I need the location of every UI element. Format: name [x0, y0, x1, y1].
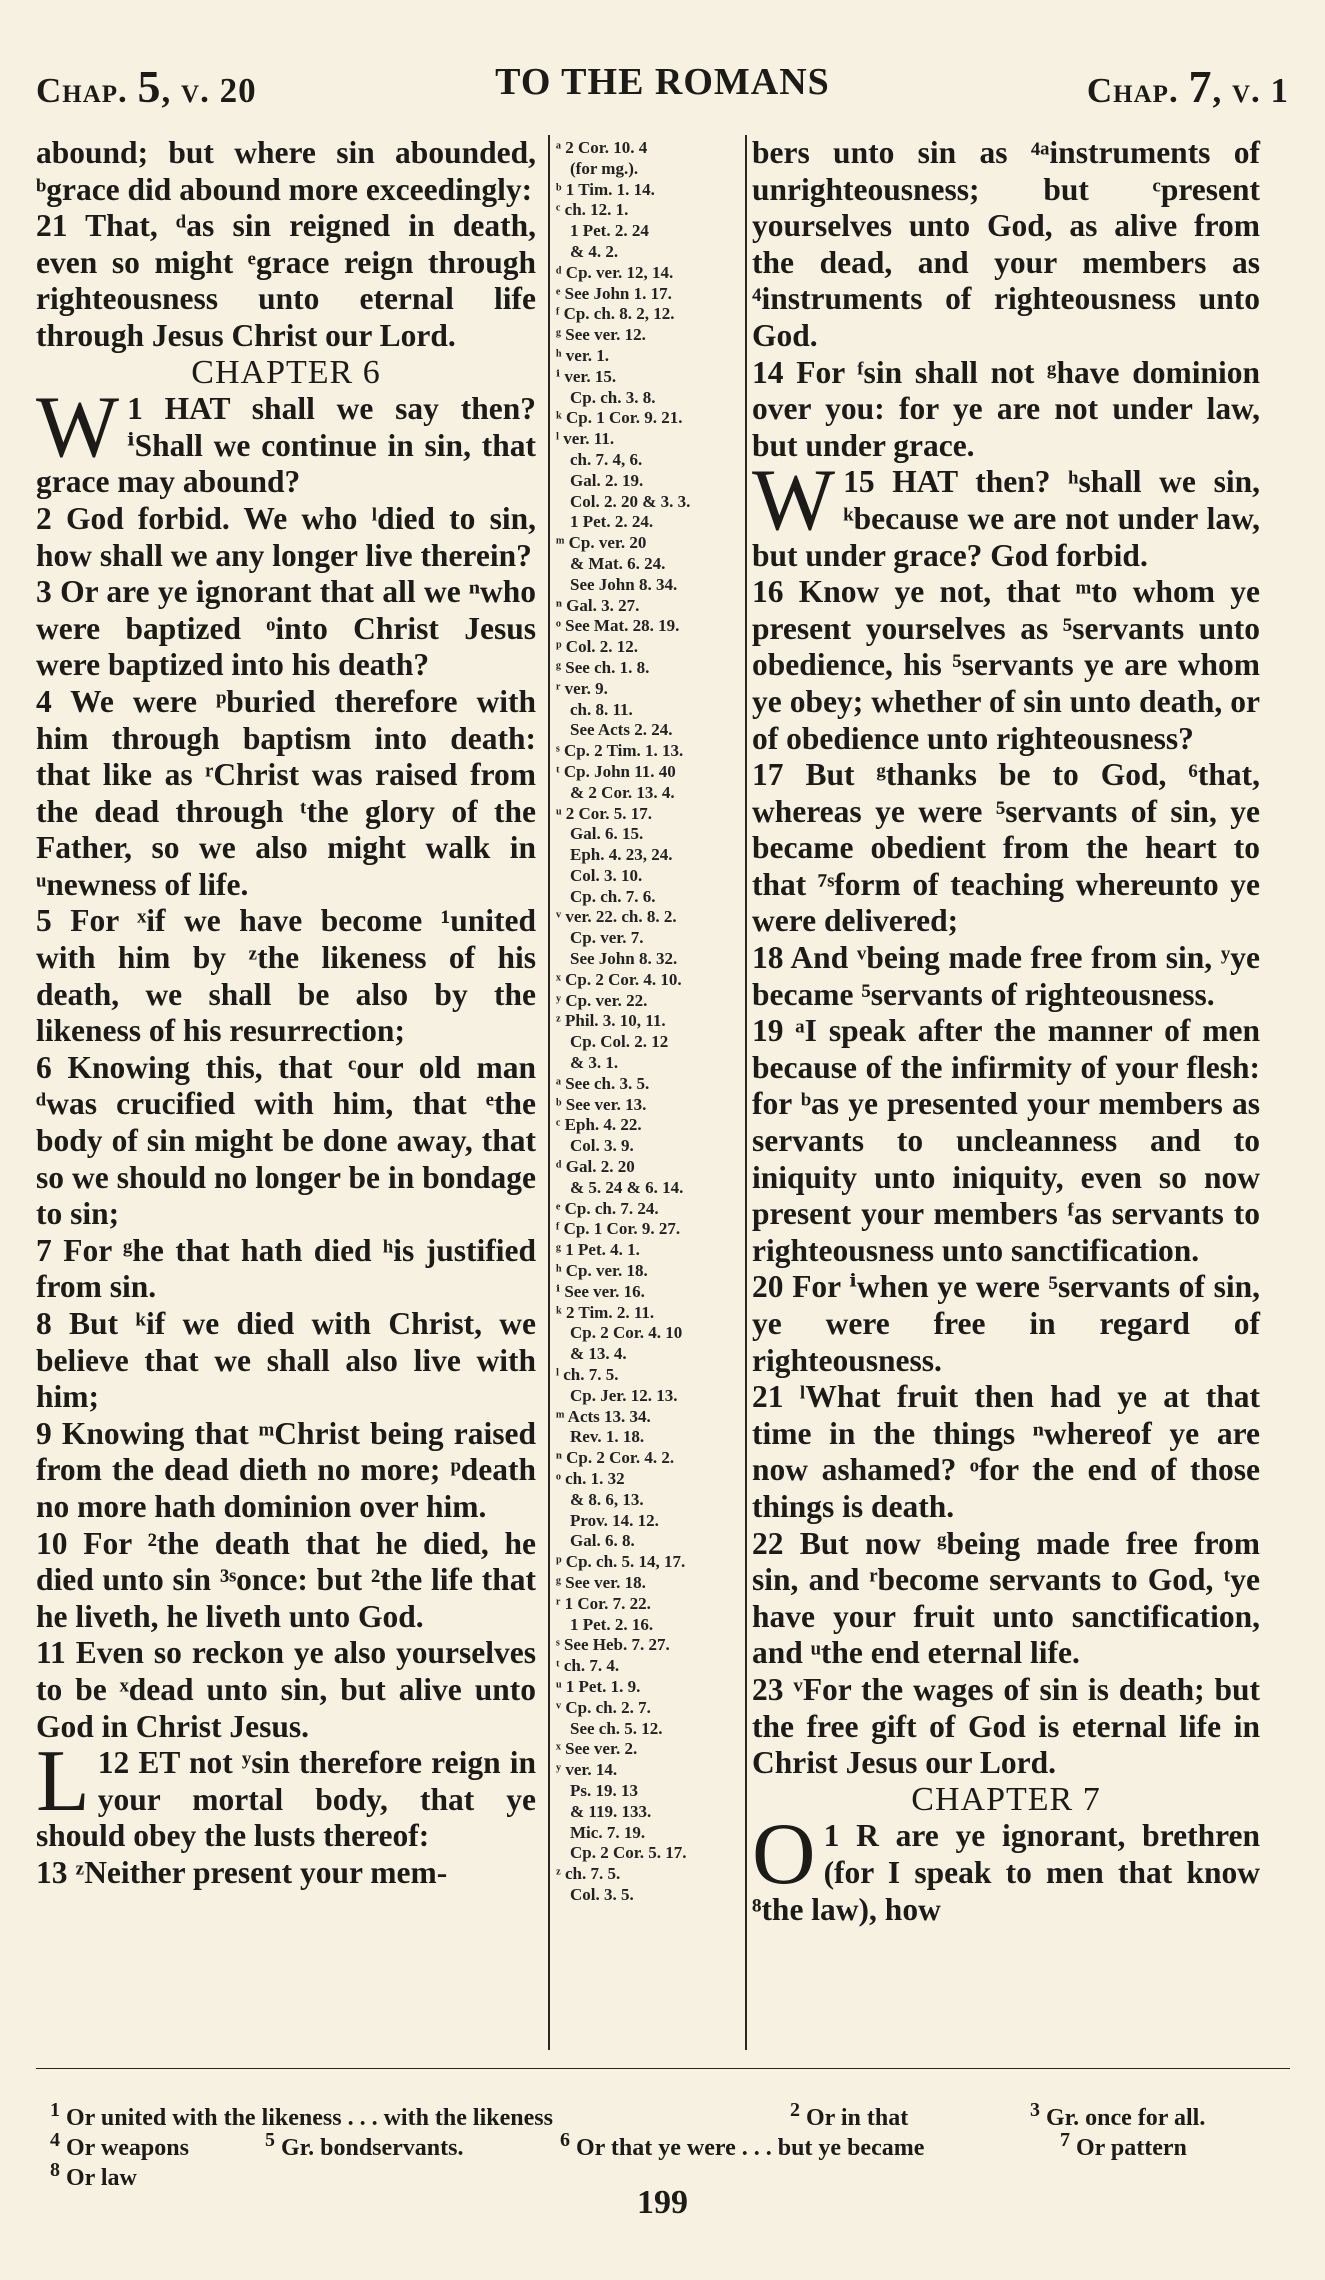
verse-text: 17 But ᵍthanks be to God, ⁶that, whereas ye were ⁵servants of sin, ye became obedient from the heart to that ⁷ˢform of teaching whereunto ye were delivered; — [752, 757, 1260, 939]
footnote-1: $^1$ Or united with the likeness . . . with the likeness — [50, 2099, 553, 2131]
cross-reference: See ch. 5. 12. — [570, 1718, 663, 1738]
verse-text: 10 For ²the death that he died, he died unto sin ³ˢonce: but ²the life that he liveth, he liveth unto God. — [36, 1525, 536, 1634]
verse-text: 11 Even so reckon ye also yourselves to be ˣdead unto sin, but alive unto God in Christ Jesus. — [36, 1635, 536, 1744]
cross-reference: Mic. 7. 19. — [570, 1822, 646, 1842]
cross-reference: ᵘ 1 Pet. 1. 9. — [556, 1676, 641, 1696]
cross-reference: ⁱ See ver. 16. — [556, 1281, 645, 1301]
right-text-column — [752, 135, 1260, 1928]
cross-reference: ᵏ Cp. 1 Cor. 9. 21. — [556, 408, 683, 428]
footnote-5: $^5$ Gr. bondservants. — [265, 2129, 464, 2161]
cross-reference: ᶠ Cp. ch. 8. 2, 12. — [556, 304, 675, 324]
cross-reference: 1 Pet. 2. 16. — [570, 1614, 654, 1634]
verse-text: 18 And ᵛbeing made free from sin, ʸye became ⁵servants of righteousness. — [752, 940, 1260, 1012]
chapter-7-heading: CHAPTER 7 — [911, 1780, 1101, 1818]
cross-references — [556, 138, 746, 1906]
cross-reference: ʸ ver. 14. — [556, 1760, 618, 1780]
cross-reference: ᵐ Acts 13. 34. — [556, 1406, 651, 1426]
cross-reference: & 3. 1. — [570, 1053, 619, 1073]
cross-reference: ⁿ Cp. 2 Cor. 4. 2. — [556, 1448, 675, 1468]
verse-text: 13 ᶻNeither present your mem- — [36, 1854, 448, 1890]
verse-text: 6 Knowing this, that ᶜour old man ᵈwas crucified with him, that ᵉthe body of sin might be done away, that so we should no longer be in bondage to sin; — [36, 1049, 536, 1232]
verse-text: 3 Or are ye ignorant that all we ⁿwho were baptized ᵒinto Christ Jesus were baptized into his death? — [36, 574, 536, 683]
footnote-2: $^2$ Or in that — [790, 2099, 909, 2131]
footnote-row — [50, 2095, 1285, 2131]
cross-reference: ᵏ 2 Tim. 2. 11. — [556, 1302, 655, 1322]
cross-reference: ᵉ See John 1. 17. — [556, 283, 672, 303]
cross-reference: ᶻ ch. 7. 5. — [556, 1864, 621, 1884]
cross-reference: Cp. Col. 2. 12 — [570, 1032, 669, 1052]
cross-reference: See Acts 2. 24. — [570, 720, 673, 740]
book-title: TO THE ROMANS — [495, 61, 830, 103]
cross-reference: ᵃ 2 Cor. 10. 4 — [556, 138, 648, 157]
verse-text: 20 For ⁱwhen ye were ⁵servants of sin, ye were free in regard of righteousness. — [752, 1269, 1260, 1378]
cross-reference: ˣ Cp. 2 Cor. 4. 10. — [556, 969, 682, 989]
cross-reference: Cp. ch. 7. 6. — [570, 886, 656, 906]
running-header — [36, 60, 1289, 120]
footnote-6: $^6$ Or that ye were . . . but ye became — [560, 2129, 925, 2161]
column-divider-left — [548, 135, 550, 2050]
cross-reference: Prov. 14. 12. — [570, 1510, 659, 1530]
cross-reference: ˡ ch. 7. 5. — [556, 1365, 619, 1385]
verse-6-15: 15 W HAT then? ʰshall we sin, ᵏbecause we are not under law, but under grace? God forbid. — [752, 452, 1260, 573]
cross-reference: ʳ 1 Cor. 7. 22. — [556, 1593, 651, 1613]
cross-reference: ᵛ ver. 22. ch. 8. 2. — [556, 907, 677, 927]
cross-reference: ᵈ Cp. ver. 12, 14. — [556, 262, 674, 282]
cross-reference: Eph. 4. 23, 24. — [570, 845, 673, 865]
drop-cap: O — [752, 1806, 816, 1904]
cross-reference: & 4. 2. — [570, 241, 619, 261]
cross-reference: 1 Pet. 2. 24. — [570, 512, 654, 532]
header-right: Chap. 7, v. 1 — [1086, 61, 1289, 112]
verse-text: 16 Know ye not, that ᵐto whom ye present yourselves as ⁵servants unto obedience, his ⁵servants ye are whom ye obey; whether of sin unto death, or of obedience unto righteousness? — [752, 574, 1260, 756]
verse-text: 14 For ᶠsin shall not ᵍhave dominion over you: for ye are not under law, but under grace. — [752, 354, 1260, 463]
header-left: Chap. 5, v. 20 — [36, 61, 257, 112]
cross-reference: (for mg.). — [570, 158, 639, 178]
cross-reference: & Mat. 6. 24. — [570, 553, 666, 573]
footnote-3: $^3$ Gr. once for all. — [1030, 2099, 1206, 2131]
verse-6-1: 1 W HAT shall we say then? ⁱShall we continue in sin, that grace may abound? — [36, 379, 536, 500]
cross-reference: Gal. 6. 8. — [570, 1531, 635, 1551]
footnote-8: $^8$ Or law — [50, 2159, 137, 2191]
cross-reference: ˢ Cp. 2 Tim. 1. 13. — [556, 741, 684, 761]
drop-cap: W — [752, 452, 836, 550]
cross-reference: ʰ Cp. ver. 18. — [556, 1261, 648, 1281]
cross-reference: ᶠ Cp. 1 Cor. 9. 27. — [556, 1219, 681, 1239]
cross-reference: ⁿ Gal. 3. 27. — [556, 595, 640, 615]
verse-text: 23 ᵛFor the wages of sin is death; but the free gift of God is eternal life in Christ Jesus our Lord. — [752, 1671, 1260, 1781]
cross-reference: ᵍ See ver. 18. — [556, 1572, 646, 1592]
footnote-row — [50, 2155, 1285, 2191]
verse-text: bers unto sin as ⁴ᵃinstruments of unrighteousness; but ᶜpresent yourselves unto God, as alive from the dead, and your members as ⁴instruments of righteousness unto God. — [752, 135, 1260, 353]
cross-reference: See John 8. 32. — [570, 949, 678, 969]
cross-reference: ᵍ See ch. 1. 8. — [556, 657, 650, 677]
cross-reference: ᵃ See ch. 3. 5. — [556, 1073, 650, 1093]
cross-reference: Col. 3. 9. — [570, 1136, 634, 1156]
cross-reference: ch. 7. 4, 6. — [570, 449, 643, 469]
cross-reference: Gal. 6. 15. — [570, 824, 644, 844]
cross-reference: ᵖ Col. 2. 12. — [556, 637, 639, 657]
cross-reference: ch. 8. 11. — [570, 699, 633, 719]
cross-reference: ᵗ ch. 7. 4. — [556, 1656, 620, 1676]
verse-text: 22 But now ᵍbeing made free from sin, and ʳbecome servants to God, ᵗye have your fruit unto sanctification, and ᵘthe end eternal life. — [752, 1525, 1260, 1671]
cross-reference: Cp. 2 Cor. 5. 17. — [570, 1843, 687, 1863]
cross-reference: ᵍ See ver. 12. — [556, 325, 646, 345]
cross-reference: & 5. 24 & 6. 14. — [570, 1177, 684, 1197]
footnote-4: $^4$ Or weapons — [50, 2129, 189, 2161]
page-number: 199 — [637, 2184, 688, 2221]
cross-reference: Gal. 2. 19. — [570, 470, 644, 490]
cross-reference: ˣ See ver. 2. — [556, 1739, 638, 1759]
cross-reference: Col. 3. 10. — [570, 865, 643, 885]
cross-reference: & 119. 133. — [570, 1801, 652, 1821]
verse-6-12: 12 L ET not ʸsin therefore reign in your mortal body, that ye should obey the lusts thereof: — [36, 1733, 537, 1854]
cross-reference: 1 Pet. 2. 24 — [570, 221, 649, 241]
cross-reference: ᵖ Cp. ch. 5. 14, 17. — [556, 1552, 686, 1572]
cross-reference: ⁱ ver. 15. — [556, 366, 617, 386]
cross-reference: Cp. 2 Cor. 4. 10 — [570, 1323, 683, 1343]
cross-reference: See John 8. 34. — [570, 574, 678, 594]
cross-reference: Col. 2. 20 & 3. 3. — [570, 491, 691, 511]
footnote-7: $^7$ Or pattern — [1060, 2129, 1187, 2161]
cross-reference: ᶜ Eph. 4. 22. — [556, 1115, 642, 1135]
drop-cap: W — [36, 379, 120, 477]
cross-reference: ʰ ver. 1. — [556, 345, 610, 365]
cross-reference: Cp. Jer. 12. 13. — [570, 1385, 678, 1405]
cross-reference: & 8. 6, 13. — [570, 1489, 644, 1509]
cross-reference: ᵈ Gal. 2. 20 — [556, 1157, 635, 1177]
cross-reference: Rev. 1. 18. — [570, 1427, 645, 1447]
cross-reference: Cp. ch. 3. 8. — [570, 387, 656, 407]
cross-reference: ʳ ver. 9. — [556, 678, 608, 698]
cross-reference: ᵘ 2 Cor. 5. 17. — [556, 803, 653, 823]
footnotes — [50, 2095, 1285, 2191]
footnote-rule — [36, 2068, 1290, 2069]
cross-reference: ʸ Cp. ver. 22. — [556, 990, 648, 1010]
cross-reference: ᵇ See ver. 13. — [556, 1094, 647, 1114]
verse-text: abound; but where sin abounded, ᵇgrace did abound more exceedingly: — [36, 135, 536, 207]
cross-reference: ᵍ 1 Pet. 4. 1. — [556, 1240, 640, 1260]
verse-7-1: 1 O R are ye ignorant, brethren (for I speak to men that know ⁸the law), how — [752, 1806, 1261, 1927]
verse-text: 21 That, ᵈas sin reigned in death, even so might ᵉgrace reign through righteousness unto eternal life through Jesus Christ our Lord. — [36, 208, 536, 353]
cross-reference: ᵇ 1 Tim. 1. 14. — [556, 179, 655, 199]
footnote-row — [50, 2125, 1285, 2161]
cross-reference: & 13. 4. — [570, 1344, 627, 1364]
cross-reference: ᶜ ch. 12. 1. — [556, 200, 629, 220]
cross-reference: Col. 3. 5. — [570, 1884, 634, 1904]
verse-text: 7 For ᵍhe that hath died ʰis justified from sin. — [36, 1232, 536, 1305]
cross-reference: ᶻ Phil. 3. 10, 11. — [556, 1011, 666, 1031]
cross-reference: ᵗ Cp. John 11. 40 — [556, 761, 676, 781]
cross-reference: ˡ ver. 11. — [556, 429, 615, 449]
verse-text: 21 ˡWhat fruit then had ye at that time in the things ⁿwhereof ye are now ashamed? ᵒfor the end of those things is death. — [752, 1379, 1260, 1524]
cross-reference: ᵐ Cp. ver. 20 — [556, 533, 647, 553]
verse-text: 2 God forbid. We who ˡdied to sin, how shall we any longer live therein? — [36, 500, 536, 573]
cross-reference: Cp. ver. 7. — [570, 928, 644, 948]
verse-text: 9 Knowing that ᵐChrist being raised from the dead dieth no more; ᵖdeath no more hath dominion over him. — [36, 1415, 536, 1524]
cross-reference: ˢ See Heb. 7. 27. — [556, 1635, 670, 1655]
cross-reference: ᵛ Cp. ch. 2. 7. — [556, 1697, 651, 1717]
cross-reference: & 2 Cor. 13. 4. — [570, 782, 675, 802]
verse-text: 19 ᵃI speak after the manner of men because of the infirmity of your flesh: for ᵇas ye presented your members as servants to uncleanness and to iniquity unto iniquity, even so now present your members ᶠas servants to righteousness unto sanctification. — [752, 1013, 1260, 1268]
cross-reference: ᵒ ch. 1. 32 — [556, 1469, 625, 1488]
verse-text: 5 For ˣif we have become ¹united with him by ᶻthe likeness of his death, we shall be also by the likeness of his resurrection; — [36, 903, 536, 1049]
cross-reference: ᵒ See Mat. 28. 19. — [556, 616, 680, 636]
drop-cap: L — [36, 1733, 90, 1831]
cross-reference: ᵉ Cp. ch. 7. 24. — [556, 1198, 659, 1218]
left-text-column — [36, 135, 536, 1892]
verse-text: 8 But ᵏif we died with Christ, we believe that we shall also live with him; — [36, 1306, 536, 1415]
cross-reference: Ps. 19. 13 — [570, 1780, 638, 1800]
chapter-6-heading: CHAPTER 6 — [191, 353, 381, 391]
left-column-verses — [36, 135, 536, 355]
verse-text: 4 We were ᵖburied therefore with him through baptism into death: that like as ʳChrist was raised from the dead through ᵗthe glory of the Father, so we also might walk in ᵘnewness of life. — [36, 683, 536, 902]
